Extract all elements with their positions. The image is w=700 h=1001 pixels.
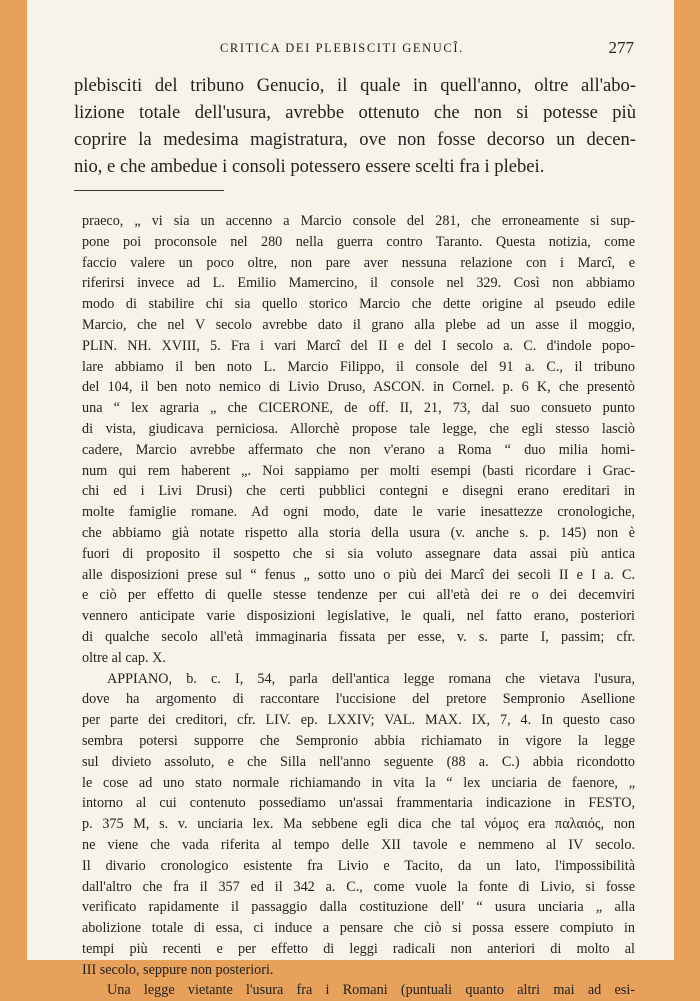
- page-number: 277: [608, 38, 634, 57]
- note-line: chi ed i Livi Drusi) che certi pubblici contegni e disegni erano ereditari in: [82, 483, 635, 500]
- main-text: [74, 72, 636, 180]
- note-line: alle disposizioni prese sul “ fenus „ sotto uno o più dei Marcî dei secoli II e I a. C.: [82, 566, 635, 583]
- note-line: e ciò per effetto di quelle stesse tendenze per cui all'età dei re o dei decemviri: [82, 587, 635, 604]
- note-line: verificato rapidamente il passaggio dalla costituzione dell' “ usura unciaria „ alla: [82, 899, 635, 916]
- note-line: tempi più recenti e per effetto di leggi radicali non anteriori di molto al: [82, 940, 635, 957]
- note-line: Marcio, che nel V secolo avrebbe dato il grano alla plebe ad un asse il moggio,: [82, 316, 635, 333]
- note-line: lare abbiamo il ben noto L. Marcio Filippo, il console del 91 a. C., il tribuno: [82, 358, 635, 375]
- text-line: coprire la medesima magistratura, ove non fosse decorso un decen-: [74, 129, 636, 150]
- note-line: riferirsi invece ad L. Emilio Mamercino, il console nel 329. Così non abbiamo: [82, 275, 635, 292]
- note-line: intorno al cui contenuto possediamo un'assai frammentaria indicazione in FESTO,: [82, 795, 635, 812]
- note-line: per parte dei creditori, cfr. LIV. ep. LXXIV; VAL. MAX. IX, 7, 4. In questo caso: [82, 712, 635, 729]
- note-line: III secolo, seppure non posteriori.: [82, 961, 274, 978]
- note-line: praeco, „ vi sia un accenno a Marcio console del 281, che erroneamente si sup-: [82, 213, 635, 229]
- note-line: PLIN. NH. XVIII, 5. Fra i vari Marcî del II e del I secolo a. C. d'indole popo-: [82, 337, 635, 354]
- note-line: Una legge vietante l'usura fra i Romani (puntuali quanto altri mai ad esi-: [107, 982, 635, 999]
- text-line: nio, e che ambedue i consoli potessero essere scelti fra i plebei.: [74, 156, 545, 177]
- text-line: lizione totale dell'usura, avrebbe ottenuto che non si potesse più: [74, 102, 636, 123]
- note-line: fuori di proposito il sospetto che si sia voluto assegnare data assai più antica: [82, 545, 635, 562]
- note-line: sembra potersi supporre che Sempronio abbia richiamato in vigore la legge: [82, 732, 635, 749]
- note-line: dove ha argomento di raccontare l'uccisione del pretore Sempronio Asellione: [82, 691, 635, 708]
- running-title: CRITICA DEI PLEBISCITI GENUCÎ.: [220, 41, 464, 55]
- note-line: di qualche secolo all'età immaginaria fissata per esse, v. s. parte I, passim; cfr.: [82, 628, 635, 645]
- note-line: vennero anticipate varie disposizioni legislative, le quali, nel fatto erano, posteriori: [82, 608, 635, 625]
- note-line: modo di stabilire chi sia quello storico Marcio che dette origine al pseudo edile: [82, 296, 635, 313]
- note-line: cadere, Marcio avrebbe affermato che non v'erano a Roma “ duo milia homi-: [82, 441, 635, 458]
- footnotes: [82, 211, 635, 1001]
- note-line: pone poi proconsole nel 280 nella guerra contro Taranto. Questa notizia, come: [82, 233, 635, 250]
- note-line: p. 375 M, s. v. unciaria lex. Ma sebbene egli dica che tal νόμος era παλαιός, non: [82, 816, 635, 833]
- note-line: num qui rem haberent „. Noi sappiamo per molti esempi (basti ricordare i Grac-: [82, 462, 635, 479]
- note-line: le cose ad uno stato normale richiamando in vita la “ lex unciaria de faenore, „: [82, 774, 635, 791]
- note-line: abolizione totale di essa, ci induce a pensare che ciò si possa essere compiuto in: [82, 920, 635, 937]
- note-line: di vista, giudicava perniciosa. Allorchè propose tale legge, che egli stesso lasciò: [82, 420, 635, 437]
- page-header: [27, 38, 674, 60]
- text-line: plebisciti del tribuno Genucio, il quale in quell'anno, oltre all'abo-: [74, 75, 636, 96]
- book-page: [27, 0, 674, 999]
- note-line: una “ lex agraria „ che CICERONE, de off. II, 21, 73, dal suo consueto punto: [82, 400, 635, 417]
- note-line: APPIANO, b. c. I, 54, parla dell'antica legge romana che vietava l'usura,: [107, 670, 635, 687]
- note-line: ne viene che vada riferita al tempo delle XII tavole e nemmeno al IV secolo.: [82, 836, 635, 853]
- note-line: Il divario cronologico esistente fra Livio e Tacito, da un lato, l'impossibilità: [82, 857, 635, 874]
- footnote-separator: [74, 190, 224, 191]
- note-line: del 104, il ben noto nemico di Livio Druso, ASCON. in Cornel. p. 6 K, che presentò: [82, 379, 635, 396]
- note-line: sul divieto assoluto, e che Silla nell'anno seguente (88 a. C.) abbia ricondotto: [82, 753, 635, 770]
- note-line: molte famiglie romane. Ad ogni modo, date le varie inesattezze cronologiche,: [82, 504, 635, 521]
- note-line: che abbiamo già notate rispetto alla storia della usura (v. anche s. p. 145) non è: [82, 524, 635, 541]
- note-line: dall'altro che fra il 357 ed il 342 a. C., come vuole la fonte di Livio, si fosse: [82, 878, 635, 895]
- note-line: faccio valere un poco oltre, non pare aver nessuna relazione con i Marcî, e: [82, 254, 635, 271]
- note-line: oltre al cap. X.: [82, 649, 166, 666]
